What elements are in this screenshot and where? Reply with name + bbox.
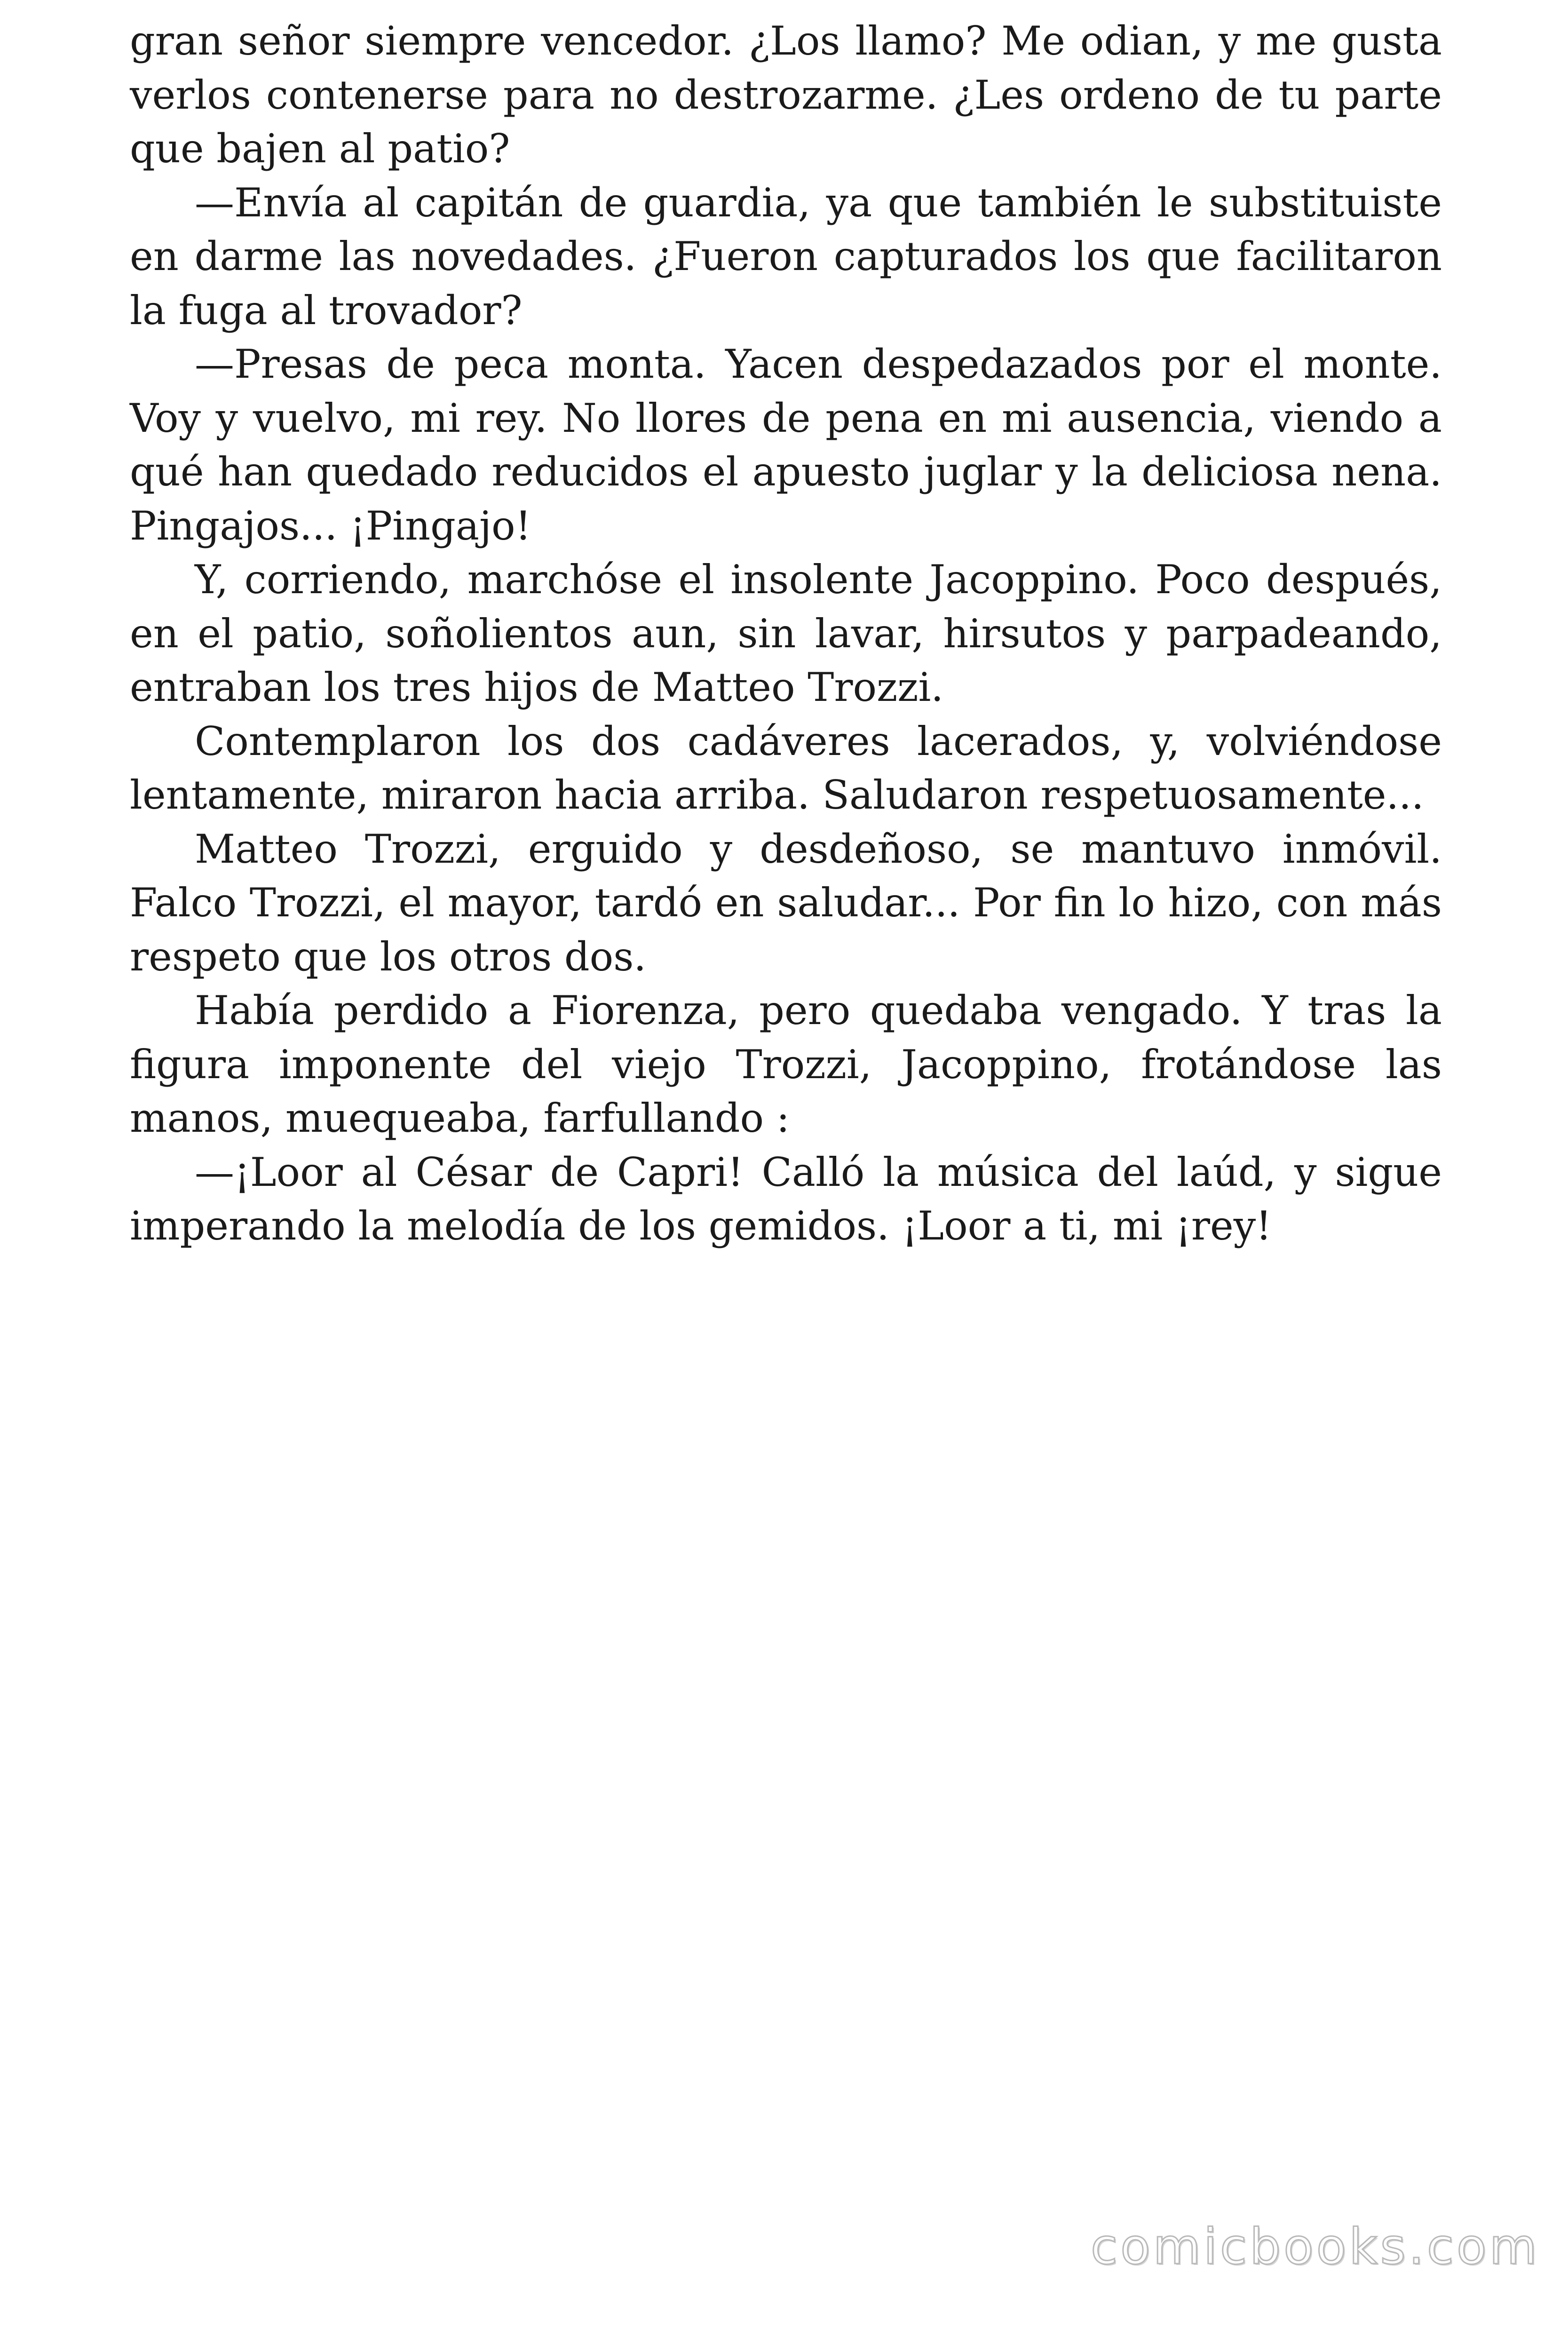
watermark-text: comicbooks.com <box>1090 2218 1540 2275</box>
body-text <box>130 14 1442 1253</box>
paragraph-5: Contemplaron los dos cadáveres lacerados, y, volviéndose lentamente, miraron hacia arriba. Saludaron respetuosamente... <box>130 718 1442 818</box>
paragraph-8: —¡Loor al César de Capri! Calló la música del laúd, y sigue imperando la melodía de los gemidos. ¡Loor a ti, mi ¡rey! <box>130 1149 1442 1249</box>
paragraph-6: Matteo Trozzi, erguido y desdeñoso, se mantuvo inmóvil. Falco Trozzi, el mayor, tardó en saludar... Por fin lo hizo, con más respeto que los otros dos. <box>130 826 1442 980</box>
paragraph-4: Y, corriendo, marchóse el insolente Jacoppino. Poco después, en el patio, soñolientos aun, sin lavar, hirsutos y parpadeando, entraban los tres hijos de Matteo Trozzi. <box>130 556 1442 710</box>
paragraph-2: —Envía al capitán de guardia, ya que también le substituiste en darme las novedades. ¿Fueron capturados los que facilitaron la fuga al trovador? <box>130 179 1442 334</box>
paragraph-7: Había perdido a Fiorenza, pero quedaba vengado. Y tras la figura imponente del viejo Trozzi, Jacoppino, frotándose las manos, muequeaba, farfullando : <box>130 987 1442 1141</box>
paragraph-1: gran señor siempre vencedor. ¿Los llamo? Me odian, y me gusta verlos contenerse para no destrozarme. ¿Les ordeno de tu parte que bajen al patio? <box>130 18 1442 172</box>
paragraph-3: —Presas de peca monta. Yacen despedazados por el monte. Voy y vuelvo, mi rey. No llores de pena en mi ausencia, viendo a qué han quedado reducidos el apuesto juglar y la deliciosa nena. Pingajos... ¡Pingajo! <box>130 341 1442 549</box>
